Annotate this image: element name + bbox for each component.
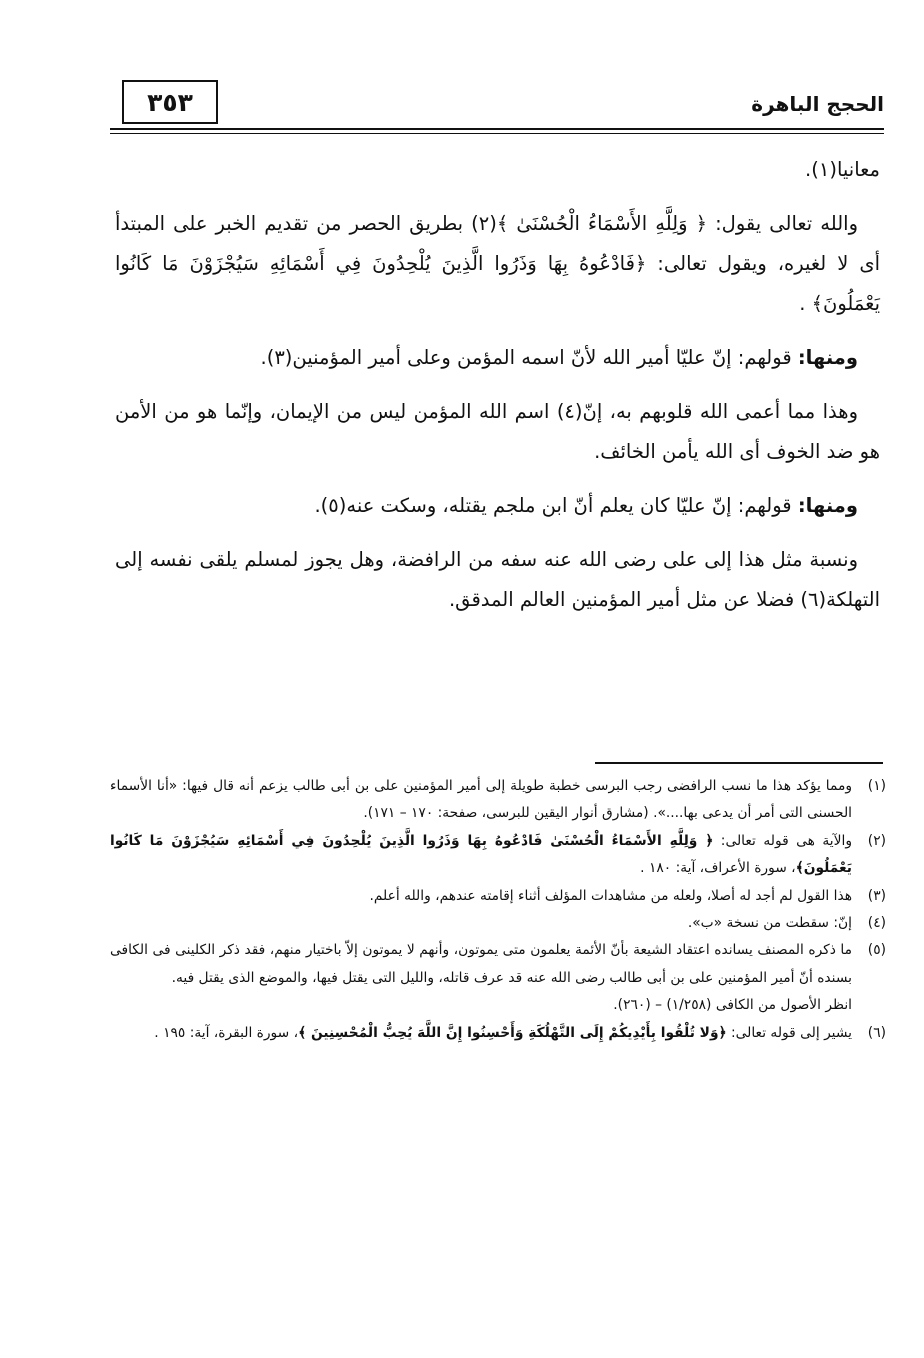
paragraph: وهذا مما أعمى الله قلوبهم به، إنّ(٤) اسم الله المؤمن ليس من الإيمان، وإنّما هو من الأمن هو ضد الخوف أى الله يأمن الخائف.	[115, 400, 880, 463]
main-text	[115, 150, 880, 620]
running-title: الحجج الباهرة	[751, 92, 884, 116]
footnotes	[110, 773, 886, 1047]
paragraph-text: قولهم: إنّ عليّا أمير الله لأنّ اسمه المؤمن وعلى أمير المؤمنين(٣).	[260, 346, 798, 369]
quran-verse: ﴿وَلا تُلْقُوا بِأَيْدِيكُمْ إِلَى التَّهْلُكَةِ وَأَحْسِنُوا إِنَّ اللَّهَ يُحِبُّ الْمُحْسِنِينَ ﴾	[298, 1024, 727, 1041]
quran-verse: ﴿ وَلِلَّهِ الأَسْمَاءُ الْحُسْنَىٰ فَادْعُوهُ بِهَا وَذَرُوا الَّذِينَ يُلْحِدُونَ فِي أَسْمَائِهِ سَيُجْزَوْنَ مَا كَانُوا يَعْمَلُونَ﴾	[110, 832, 852, 877]
section-lead: ومنها:	[797, 494, 858, 517]
header-rule	[110, 128, 884, 130]
footnote-text: ما ذكره المصنف يسانده اعتقاد الشيعة بأنّ الأئمة يعلمون متى يموتون، وأنهم لا يموتون إلاّ باختيار منهم، فقد ذكر الكلينى فى الكافى بسنده أنّ أمير المؤمنين على بن أبى طالب رضى الله عنه قد عرف قاتله، والليل التى يقتل فيها، والموضع الذى يقتل فيه.	[110, 942, 852, 986]
paragraph	[115, 338, 880, 378]
footnote-number: (٣)	[867, 887, 886, 904]
footnote	[110, 883, 886, 910]
continuation-line: معانيا(١).	[805, 158, 880, 181]
footnote-number: (٦)	[867, 1024, 886, 1041]
section-lead: ومنها:	[797, 346, 858, 369]
footnote-text: والآية هى قوله تعالى:	[713, 832, 853, 849]
footnote-text: هذا القول لم أجد له أصلا، ولعله من مشاهدات المؤلف أثناء إقامته عندهم، والله أعلم.	[369, 887, 852, 904]
footnote	[110, 828, 886, 883]
footnote-number: (٥)	[867, 942, 886, 959]
footnote	[110, 1020, 886, 1047]
footnote-number: (١)	[867, 778, 886, 794]
footnote-text: ، سورة الأعراف، آية: ١٨٠ .	[640, 860, 796, 877]
footnote-reference: انظر الأصول من الكافى (١/٢٥٨) – (٢٦٠).	[613, 997, 852, 1014]
footnote-text: يشير إلى قوله تعالى:	[726, 1024, 852, 1041]
footnote-text: إنّ: سقطت من نسخة «ب».	[687, 915, 852, 932]
paragraph-text: قولهم: إنّ عليّا كان يعلم أنّ ابن ملجم يقتله، وسكت عنه(٥).	[314, 494, 798, 517]
footnote	[110, 773, 886, 828]
footnote	[110, 910, 886, 937]
paragraph	[115, 486, 880, 526]
page-number: ٣٥٣	[122, 80, 218, 124]
page-header	[110, 76, 884, 146]
footnote-text: ومما يؤكد هذا ما نسب الرافضى رجب البرسى خطبة طويلة إلى أمير المؤمنين على بن أبى طالب يزعم أنه قال فيها: «أنا الأسماء الحسنى التى أمر أن يدعى بها....». (مشارق أنوار اليقين للبرسى، صفحة: ١٧٠ – ١٧١).	[110, 778, 852, 822]
footnote-text: ، سورة البقرة، آية: ١٩٥ .	[154, 1024, 299, 1041]
paragraph: ونسبة مثل هذا إلى على رضى الله عنه سفه من الرافضة، وهل يجوز لمسلم يلقى نفسه إلى التهلكة(٦) فضلا عن مثل أمير المؤمنين العالم المدقق.	[115, 548, 880, 611]
footnote-separator	[595, 762, 883, 764]
footnote-number: (٤)	[867, 915, 886, 932]
footnote-number: (٢)	[867, 832, 886, 849]
header-rule-thin	[110, 133, 884, 134]
footnote	[110, 937, 886, 1019]
paragraph: والله تعالى يقول: ﴿ وَلِلَّهِ الأَسْمَاءُ الْحُسْنَىٰ ﴾(٢) بطريق الحصر من تقديم الخبر على المبتدأ أى لا لغيره، ويقول تعالى: ﴿فَادْعُوهُ بِهَا وَذَرُوا الَّذِينَ يُلْحِدُونَ فِي أَسْمَائِهِ سَيُجْزَوْنَ مَا كَانُوا يَعْمَلُونَ﴾ .	[115, 212, 880, 315]
